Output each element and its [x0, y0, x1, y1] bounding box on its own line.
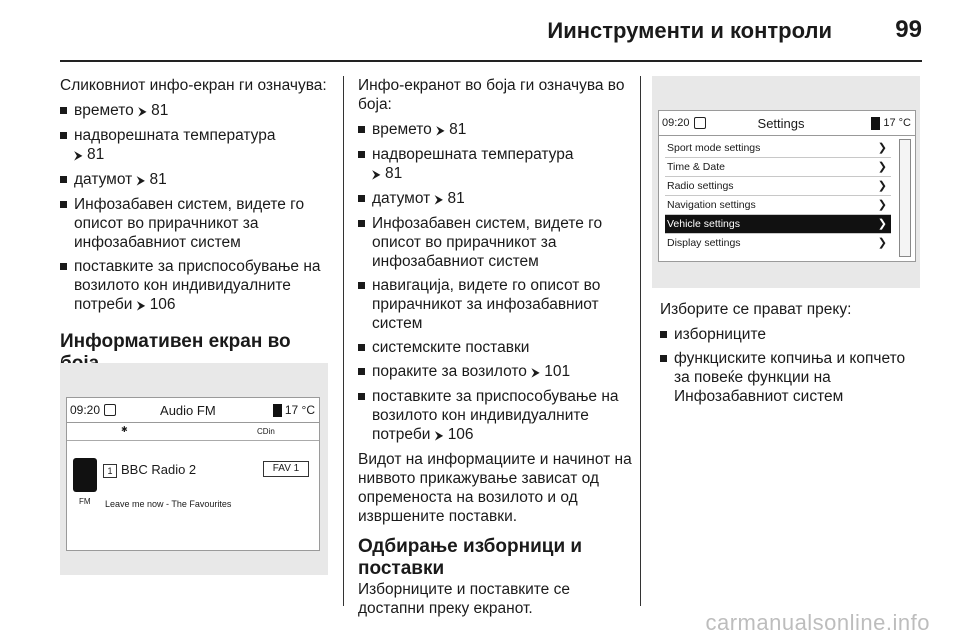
bullet-icon [60, 201, 67, 208]
list-item-text: системските поставки [372, 339, 530, 356]
list-item-text: надворешната температура [372, 146, 574, 163]
reference-arrow-icon: ⮞ [138, 104, 147, 118]
col3-intro: Изборите се прават преку: [660, 301, 852, 318]
chevron-right-icon: ❯ [877, 161, 887, 173]
header-rule [60, 60, 922, 62]
column-1 [60, 76, 330, 391]
list-item-text: надворешната температура [74, 127, 276, 144]
divider [67, 440, 319, 441]
menu-item-label: Display settings [667, 237, 741, 249]
page-reference[interactable]: 81 [447, 190, 465, 207]
bullet-icon [660, 355, 667, 362]
col1-list [60, 101, 330, 315]
chevron-right-icon: ❯ [877, 180, 887, 192]
radio-tower-icon [73, 458, 97, 492]
watermark: carmanualsonline.info [705, 610, 930, 635]
col2-intro: Инфо-екранот во боја ги означува во боја: [358, 77, 625, 113]
list-item [358, 120, 636, 140]
list-item-text: поставките за приспособување на возилото кон индивидуалните потреби [74, 258, 321, 313]
status-bar [67, 398, 319, 423]
chevron-right-icon: ❯ [877, 237, 887, 249]
list-item [60, 195, 330, 252]
menu-item-label: Sport mode settings [667, 142, 761, 154]
page-reference[interactable]: 101 [544, 363, 571, 380]
page-number: 99 [895, 16, 922, 43]
page-header-title: Иинструменти и контроли [547, 18, 832, 43]
section-heading: Информативен екран во [60, 331, 291, 352]
page-reference[interactable]: 81 [87, 146, 105, 163]
list-item [60, 126, 330, 165]
cdin-label: CDin [257, 427, 275, 436]
preset-number: 1 [103, 464, 117, 478]
menu-item[interactable] [665, 196, 891, 215]
scrollbar[interactable] [899, 139, 911, 257]
list-item-text: времето [372, 121, 432, 138]
menu-item[interactable] [665, 158, 891, 177]
list-item [660, 349, 925, 406]
status-bar [659, 111, 915, 136]
list-item [60, 257, 330, 315]
bullet-icon [358, 151, 365, 158]
reference-arrow-icon: ⮞ [372, 167, 381, 181]
bullet-icon [358, 368, 365, 375]
list-item [358, 362, 636, 382]
list-item [358, 338, 636, 357]
screen-title: Settings [757, 115, 805, 131]
menu-item[interactable] [665, 139, 891, 158]
song-info: Leave me now - The Favourites [105, 499, 232, 509]
audio-screen [66, 397, 320, 551]
menu-item-selected[interactable] [665, 215, 891, 234]
status-icon [104, 404, 116, 416]
thermometer-icon [871, 117, 880, 130]
list-item [358, 145, 636, 184]
list-item [60, 170, 330, 190]
menu-item[interactable] [665, 177, 891, 196]
screen-title: Audio FM [160, 402, 216, 418]
bullet-icon [358, 393, 365, 400]
list-item [660, 325, 925, 344]
list-item [358, 189, 636, 209]
reference-arrow-icon: ⮞ [434, 428, 444, 442]
list-item-text: поставките за приспособување на возилото кон индивидуалните потреби [372, 388, 619, 443]
reference-arrow-icon: ⮞ [436, 123, 445, 137]
bluetooth-icon: ✱ [121, 425, 128, 434]
column-divider [640, 76, 641, 606]
section-heading: Одбирање изборници и поставки [358, 536, 583, 579]
chevron-right-icon: ❯ [877, 218, 887, 230]
audio-screen-figure [60, 363, 328, 575]
list-item [60, 101, 330, 121]
bullet-icon [358, 344, 365, 351]
list-item-text: функциските копчиња и копчето за повеќе функции на Инфозабавниот систем [674, 350, 906, 405]
list-item-text: датумот [372, 190, 431, 207]
list-item-text: навигација, видете го описот во прирачникот за инфозабавниот систем [372, 277, 601, 332]
page-reference[interactable]: 81 [151, 102, 169, 119]
bullet-icon [60, 107, 67, 114]
clock-text: 09:20 [662, 117, 690, 129]
reference-arrow-icon: ⮞ [531, 365, 540, 379]
temperature-text: 17 °C [284, 403, 315, 417]
page-reference[interactable]: 106 [149, 296, 176, 313]
settings-screen [658, 110, 916, 262]
band-label: FM [79, 497, 91, 506]
reference-arrow-icon: ⮞ [136, 173, 146, 187]
menu-item[interactable] [665, 234, 891, 252]
status-icon [694, 117, 706, 129]
menu-item-label: Time & Date [667, 161, 725, 173]
list-item-text: Инфозабавен систем, видете го описот во прирачникот за инфозабавниот систем [74, 196, 305, 251]
list-item-text: времето [74, 102, 134, 119]
settings-screen-figure [652, 76, 920, 288]
col2-heading-text: Изборниците и поставките се достапни преку екранот. [358, 581, 570, 617]
clock-text: 09:20 [70, 403, 101, 417]
bullet-icon [358, 195, 365, 202]
bullet-icon [358, 282, 365, 289]
fav-button[interactable]: FAV 1 [263, 461, 309, 477]
menu-item-label: Navigation settings [667, 199, 756, 211]
temperature-text: 17 °C [883, 117, 911, 129]
bullet-icon [660, 331, 667, 338]
page-reference[interactable]: 81 [385, 165, 403, 182]
station-name: BBC Radio 2 [121, 462, 197, 477]
menu-item-label: Radio settings [667, 180, 734, 192]
list-item-text: датумот [74, 171, 133, 188]
col3-list [660, 325, 925, 406]
page-reference[interactable]: 106 [447, 426, 474, 443]
page-reference[interactable]: 81 [149, 171, 167, 188]
column-3 [660, 300, 925, 411]
column-2 [358, 76, 636, 624]
list-item [358, 276, 636, 333]
chevron-right-icon: ❯ [877, 199, 887, 211]
bullet-icon [60, 132, 67, 139]
reference-arrow-icon: ⮞ [434, 192, 444, 206]
reference-arrow-icon: ⮞ [136, 298, 146, 312]
list-item [358, 214, 636, 271]
bullet-icon [358, 220, 365, 227]
menu-item-label: Vehicle settings [667, 218, 740, 230]
bullet-icon [60, 263, 67, 270]
list-item [358, 387, 636, 445]
column-divider [343, 76, 344, 606]
col1-intro: Сликовниот инфо-екран ги означува: [60, 77, 327, 94]
col2-list [358, 120, 636, 445]
list-item-text: пораките за возилото [372, 363, 527, 380]
page-reference[interactable]: 81 [449, 121, 467, 138]
chevron-right-icon: ❯ [877, 142, 887, 154]
bullet-icon [60, 176, 67, 183]
thermometer-icon [273, 404, 282, 417]
col2-paragraph: Видот на информациите и начинот на ниввото прикажување зависат од опременоста на возилото и од извршените поставки. [358, 451, 632, 525]
reference-arrow-icon: ⮞ [74, 148, 83, 162]
list-item-text: изборниците [674, 326, 767, 343]
bullet-icon [358, 126, 365, 133]
list-item-text: Инфозабавен систем, видете го описот во прирачникот за инфозабавниот систем [372, 215, 603, 270]
